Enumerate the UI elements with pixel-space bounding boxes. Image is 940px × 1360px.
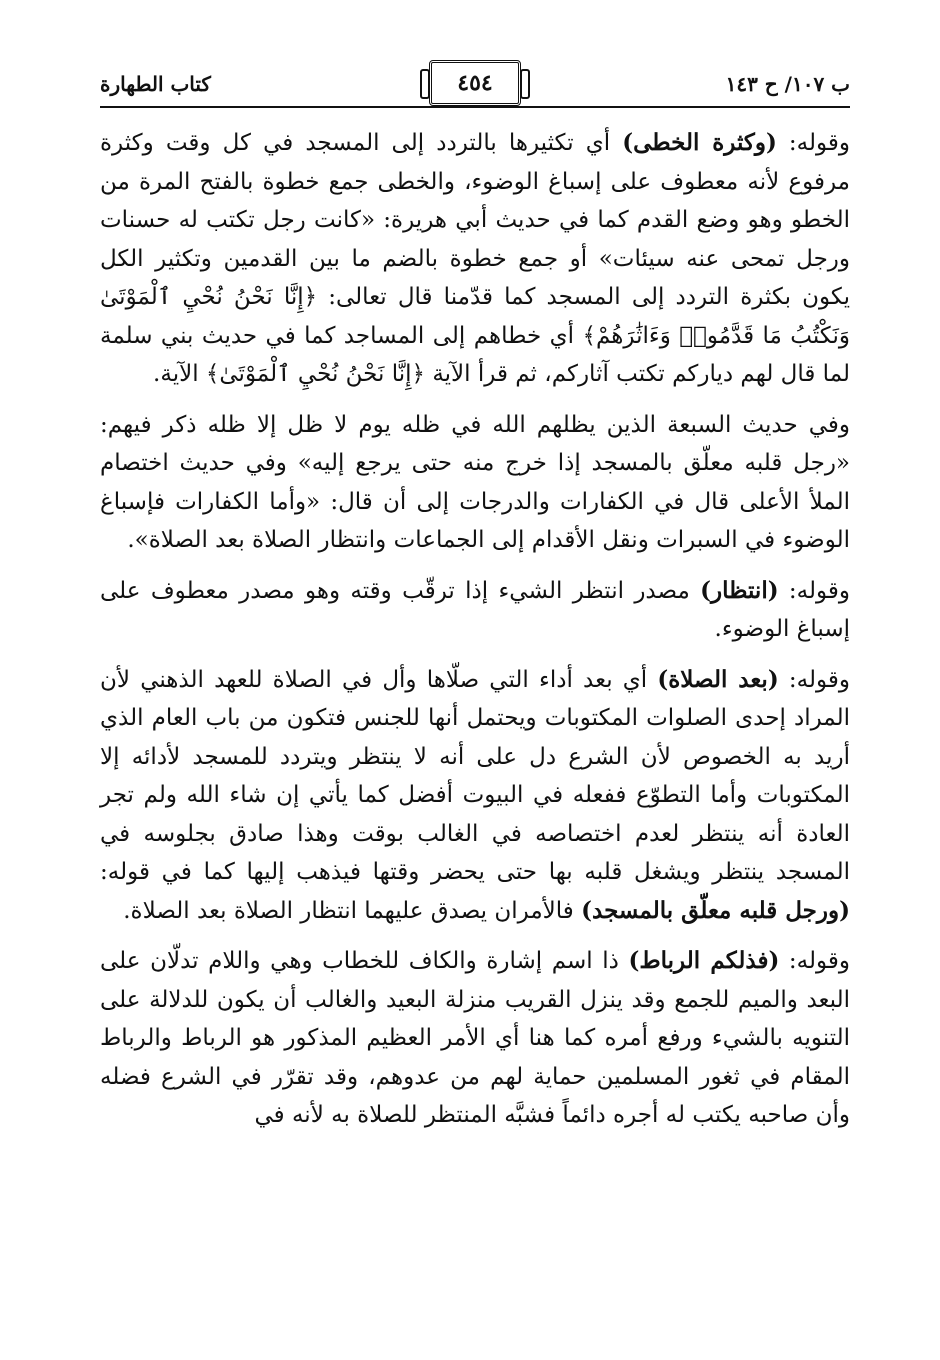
lemma-bold: (ورجل قلبه معلّق بالمسجد) bbox=[581, 896, 850, 924]
lemma-bold: (انتظار) bbox=[700, 576, 779, 604]
paragraph-5 bbox=[100, 942, 850, 1135]
hadith-reference: ب ١٠٧/ ح ١٤٣ bbox=[725, 72, 850, 96]
paragraph-3 bbox=[100, 572, 850, 649]
page-header bbox=[100, 60, 850, 108]
text-run: فالأمران يصدق عليهما انتظار الصلاة بعد الصلاة. bbox=[123, 897, 582, 924]
paragraph-2 bbox=[100, 406, 850, 560]
text-run: وقوله: bbox=[778, 577, 850, 604]
text-run: وقوله: bbox=[776, 130, 850, 156]
book-page bbox=[100, 60, 850, 1320]
text-run: ذا اسم إشارة والكاف للخطاب وهي واللام تدلّان على البعد والميم للجمع وقد ينزل القريب منزلة البعيد والغالب أن يكون للدلالة على التنويه بالشيء ورفع أمره كما هنا أي الأمر العظيم المذكور هو الرباط والرباط المقام في ثغور المسلمين حماية لهم من عدوهم، وقد تقرّر في الشرع فضله وأن صاحبه يكتب له أجره دائماً فشبَّه المنتظر للصلاة به لأنه في bbox=[100, 948, 850, 1128]
page-body bbox=[100, 124, 850, 1135]
text-run: وقوله: bbox=[779, 948, 850, 974]
text-run: مصدر انتظر الشيء إذا ترقّب وقته وهو مصدر معطوف على إسباغ الوضوء. bbox=[100, 577, 850, 642]
lemma-bold: (فذلكم الرباط) bbox=[628, 947, 780, 974]
paragraph-1 bbox=[100, 124, 850, 394]
text-run: وقوله: bbox=[778, 666, 850, 693]
text-run: أي تكثيرها بالتردد إلى المسجد في كل وقت وكثرة مرفوع لأنه معطوف على إسباغ الوضوء، والخطى جمع خطوة بالفتح المرة من الخطو وهو وضع القدم كما في حديث أبي هريرة: «كانت رجل تكتب له حسنات ورجل تمحى عنه سيئات» أو جمع خطوة بالضم ما بين القدمين وتكثير الكل يكون بكثرة التردد إلى المسجد كما قدّمنا قال تعالى: ﴿إِنَّا نَحْنُ نُحْيِ ٱلْمَوْتَىٰ وَنَكْتُبُ مَا قَدَّمُوا۟ وَءَاثَٰرَهُمْ﴾ أي خطاهم إلى المساجد كما في حديث بني سلمة لما قال لهم دياركم تكتب آثاركم، ثم قرأ الآية ﴿إِنَّا نَحْنُ نُحْيِ ٱلْمَوْتَىٰ﴾ الآية. bbox=[100, 130, 850, 387]
text-run: وفي حديث السبعة الذين يظلهم الله في ظله يوم لا ظل إلا ظله ذكر فيهم: «رجل قلبه معلّق بالمسجد إذا خرج منه حتى يرجع إليه» وفي حديث اختصام الملأ الأعلى قال في الكفارات والدرجات إلى أن قال: «وأما الكفارات فإسباغ الوضوء في السبرات ونقل الأقدام إلى الجماعات وانتظار الصلاة بعد الصلاة». bbox=[100, 411, 850, 553]
text-run: أي بعد أداء التي صلّاها وأل في الصلاة للعهد الذهني لأن المراد إحدى الصلوات المكتوبات ويحتمل أنها للجنس فتكون من باب العام الذي أريد به الخصوص لأن الشرع دل على أنه لا ينتظر ويتردد للمسجد لأدائه إلا المكتوبات وأما التطوّع ففعله في البيوت أفضل كما يأتي إن شاء الله ولم تجر العادة أنه ينتظر لعدم اختصاصه في الغالب بوقت وهذا صادق بجلوسه في المسجد ينتظر ويشغل قلبه بها حتى يحضر وقتها فيذهب إليها كما في قوله: bbox=[100, 666, 850, 885]
lemma-bold: (بعد الصلاة) bbox=[657, 665, 779, 693]
paragraph-4 bbox=[100, 661, 850, 931]
page-number: ٤٥٤ bbox=[429, 60, 521, 106]
lemma-bold: (وكثرة الخطى) bbox=[622, 129, 777, 156]
book-title: كتاب الطهارة bbox=[100, 72, 211, 96]
